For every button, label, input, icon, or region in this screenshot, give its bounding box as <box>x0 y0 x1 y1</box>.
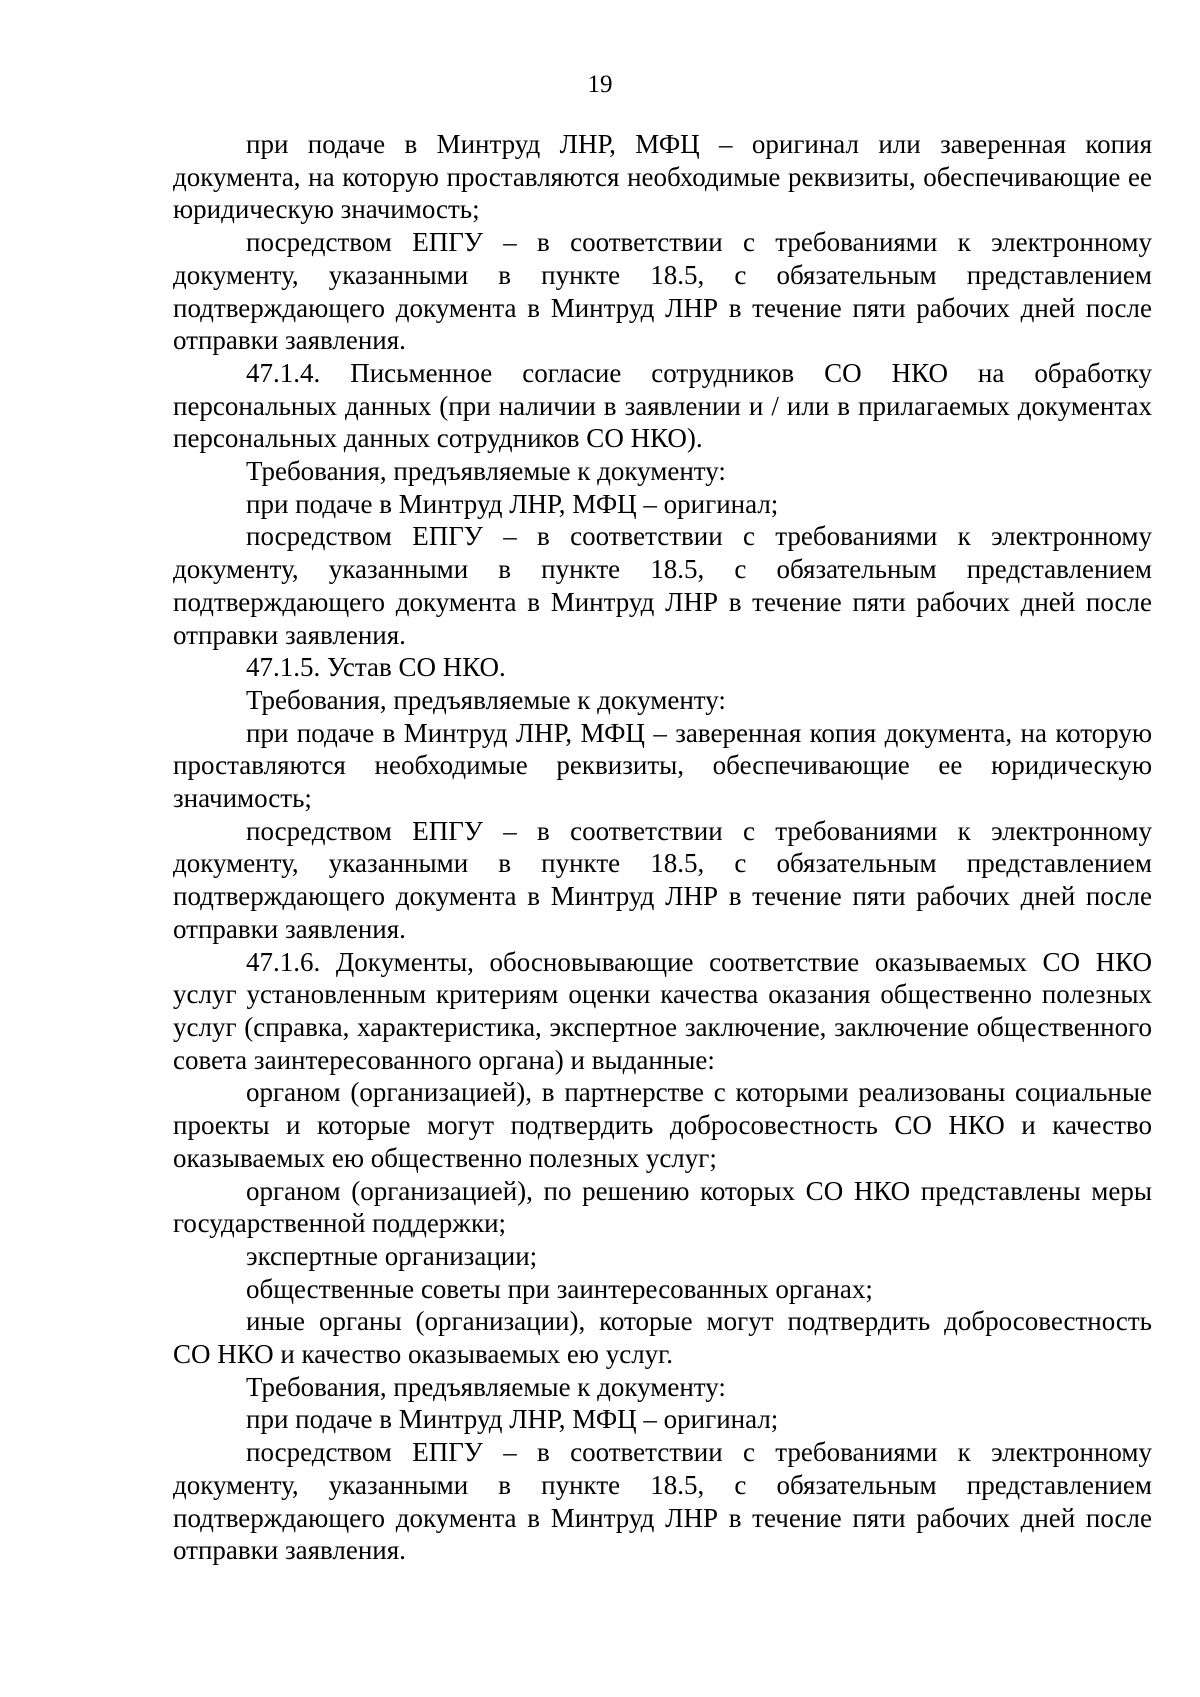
paragraph: при подаче в Минтруд ЛНР, МФЦ – оригинал или заверенная копия документа, на которую проставляются необходимые реквизиты, обеспечивающие ее юридическую значимость; <box>173 129 1152 225</box>
paragraph: органом (организацией), по решению которых СО НКО представлены меры государственной поддержки; <box>173 1175 1152 1239</box>
paragraph: Требования, предъявляемые к документу: <box>246 456 726 487</box>
page-number: 19 <box>587 71 613 98</box>
paragraph: посредством ЕПГУ – в соответствии с требованиями к электронному документу, указанными в пункте 18.5, с обязательным представлением подтверждающего документа в Минтруд ЛНР в течение пяти рабочих дней после отправки заявления. <box>173 227 1152 356</box>
document-body <box>173 128 1152 1567</box>
paragraph: при подаче в Минтруд ЛНР, МФЦ – оригинал; <box>246 488 779 519</box>
paragraph: иные органы (организации), которые могут подтвердить добросовестность СО НКО и качество оказываемых ею услуг. <box>173 1306 1152 1370</box>
paragraph: 47.1.5. Устав СО НКО. <box>246 652 506 683</box>
paragraph: Требования, предъявляемые к документу: <box>246 1371 726 1402</box>
paragraph: 47.1.4. Письменное согласие сотрудников СО НКО на обработку персональных данных (при наличии в заявлении и / или в прилагаемых документах персональных данных сотрудников СО НКО). <box>173 357 1152 454</box>
paragraph: 47.1.6. Документы, обосновывающие соответствие оказываемых СО НКО услуг установленным критериям оценки качества оказания общественно полезных услуг (справка, характеристика, экспертное заключение, заключение общественного совета заинтересованного органа) и выданные: <box>173 946 1152 1075</box>
paragraph: посредством ЕПГУ – в соответствии с требованиями к электронному документу, указанными в пункте 18.5, с обязательным представлением подтверждающего документа в Минтруд ЛНР в течение пяти рабочих дней после отправки заявления. <box>173 815 1152 944</box>
paragraph: органом (организацией), в партнерстве с которыми реализованы социальные проекты и которые могут подтвердить добросовестность СО НКО и качество оказываемых ею общественно полезных услуг; <box>173 1077 1152 1173</box>
paragraph: общественные советы при заинтересованных органах; <box>246 1273 873 1304</box>
paragraph: при подаче в Минтруд ЛНР, МФЦ – заверенная копия документа, на которую проставляются необходимые реквизиты, обеспечивающие ее юридическую значимость; <box>173 717 1152 814</box>
paragraph: посредством ЕПГУ – в соответствии с требованиями к электронному документу, указанными в пункте 18.5, с обязательным представлением подтверждающего документа в Минтруд ЛНР в течение пяти рабочих дней после отправки заявления. <box>173 1437 1152 1566</box>
paragraph: Требования, предъявляемые к документу: <box>246 684 726 715</box>
paragraph: посредством ЕПГУ – в соответствии с требованиями к электронному документу, указанными в пункте 18.5, с обязательным представлением подтверждающего документа в Минтруд ЛНР в течение пяти рабочих дней после отправки заявления. <box>173 521 1152 650</box>
paragraph: экспертные организации; <box>246 1240 538 1271</box>
paragraph: при подаче в Минтруд ЛНР, МФЦ – оригинал; <box>246 1404 779 1435</box>
